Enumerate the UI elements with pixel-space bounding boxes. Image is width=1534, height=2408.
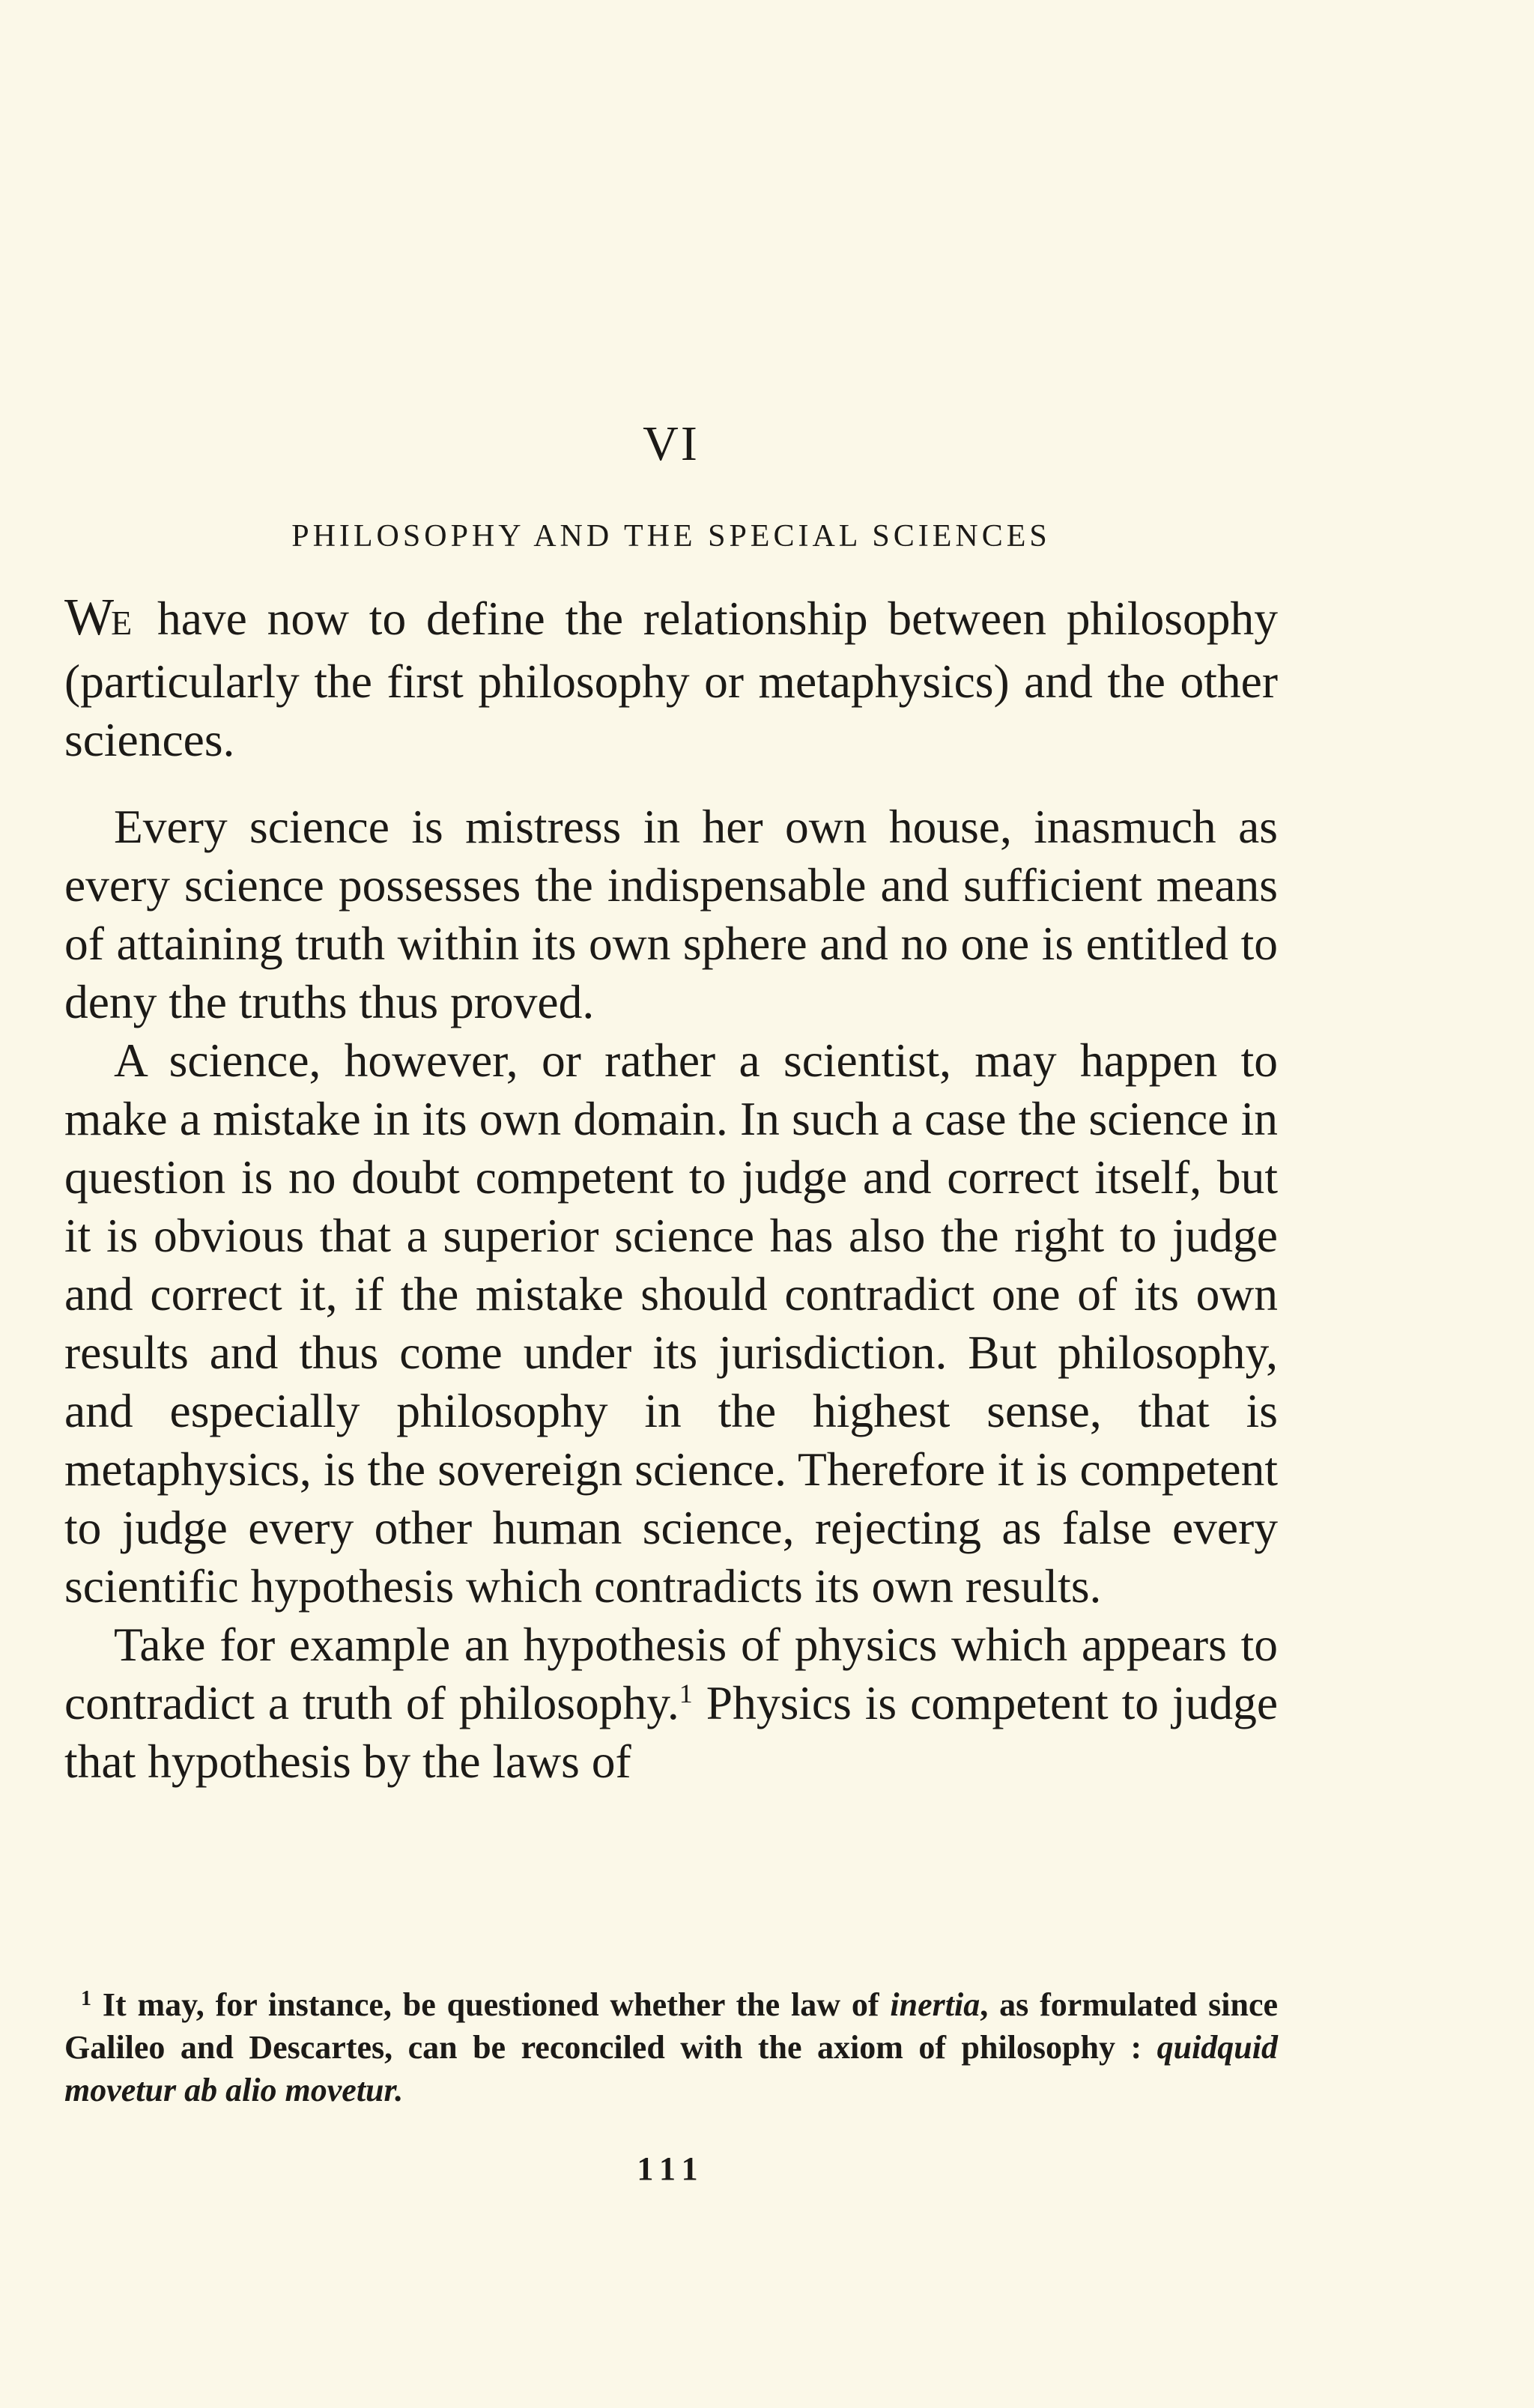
footnote-text-b: , as formulated since Galileo and Descartes, can be reconciled with the axiom of philosophy :	[64, 1986, 1279, 2066]
paragraph-4-text-b: Physics is competent to judge that hypothesis by the laws of	[64, 1676, 1279, 1788]
paragraph-4-text-a: Take for example an hypothesis of physics which appears to contradict a truth of philosophy.	[64, 1618, 1278, 1729]
footnote-reference: 1	[679, 1678, 693, 1708]
footnote-italic-quote: quidquid movetur ab alio movetur.	[64, 2029, 1278, 2108]
paragraph-4	[64, 1616, 1278, 1791]
paragraph-3: A science, however, or rather a scientist, may happen to make a mistake in its own domain. In such a case the science in question is no doubt competent to judge and correct itself, but it is obvious that a superior science has also the right to judge and correct it, if the mistake should contradict one of its own results and thus come under its jurisdiction. But philosophy, and especially philosophy in the highest sense, that is metaphysics, is the sovereign science. Therefore it is competent to judge every other human science, rejecting as false every scientific hypothesis which contradicts its own results.	[64, 1034, 1278, 1613]
book-page	[64, 0, 1278, 2408]
footnote-text-a: It may, for instance, be questioned whether the law of	[91, 1986, 891, 2023]
initial-letter-e: E	[111, 604, 133, 642]
footnote	[64, 1983, 1278, 2111]
page-number: 111	[637, 2150, 706, 2187]
body-text	[64, 589, 1278, 1791]
chapter-title: PHILOSOPHY AND THE SPECIAL SCIENCES	[291, 519, 1051, 554]
chapter-number: VI	[643, 416, 700, 471]
paragraph-2: Every science is mistress in her own house, inasmuch as every science possesses the indispensable and sufficient means of attaining truth within its own sphere and no one is entitled to deny the truths thus proved.	[64, 800, 1278, 1028]
footnote-text	[64, 1983, 1278, 2111]
paragraph-1-text: have now to define the relationship between philosophy (particularly the first philosophy or metaphysics) and the other sciences.	[64, 592, 1278, 766]
footnote-italic-inertia: inertia	[890, 1986, 980, 2023]
initial-letter-w: W	[64, 589, 112, 646]
paragraph-1	[64, 589, 1278, 769]
footnote-marker: 1	[81, 1987, 91, 2010]
